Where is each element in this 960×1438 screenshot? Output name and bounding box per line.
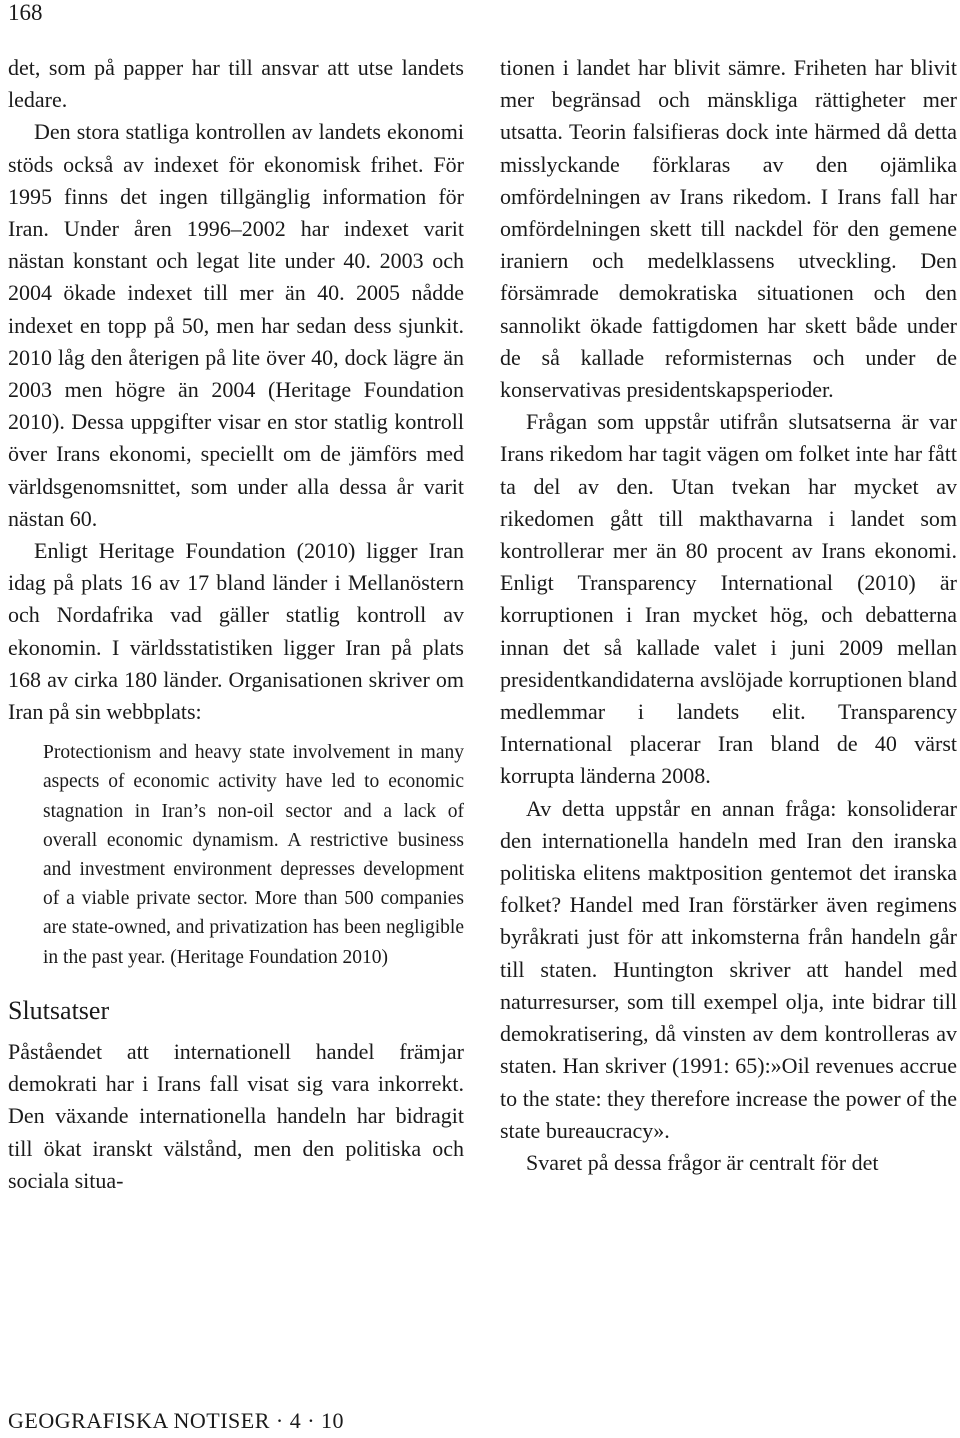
paragraph: Av detta uppstår en annan fråga: konsoliderar den internationella handeln med Iran den iranska politiska elitens maktposition gentemot det iranska folket? Handel med Iran förstärker även regimens byråkrati just för att inkomsterna från handeln går till staten. Huntington skriver att handel med naturresurser, som till exempel olja, inte bidrar till demokratisering, då vinsten av dem kontrolleras av staten. Han skriver (1991: 65):»Oil revenues accrue to the state: they therefore increase the power of the state bureaucracy». bbox=[500, 795, 957, 1143]
journal-footer: GEOGRAFISKA NOTISER · 4 · 10 bbox=[8, 1408, 345, 1433]
paragraph: Svaret på dessa frågor är centralt för det bbox=[526, 1149, 879, 1175]
right-column bbox=[500, 52, 957, 1179]
block-quote: Protectionism and heavy state involvement in many aspects of economic activity have led to economic stagnation in Iran’s non-oil sector and a lack of overall economic dynamism. A restrictive business and investment environment depresses development of a viable private sector. More than 500 companies are state-owned, and privatization has been negligible in the past year. (Heritage Foundation 2010) bbox=[43, 742, 464, 968]
left-column bbox=[8, 52, 464, 1197]
paragraph: Frågan som uppstår utifrån slutsatserna är var Irans rikedom har tagit vägen om folket inte har fått ta del av den. Utan tvekan har mycket av rikedomen gått till makthavarna i landet som kontrollerar mer än 80 procent av Irans ekonomi. Enligt Transparency International (2010) är korruptionen i Iran mycket hög, och debatterna innan det så kallade valet i juni 2009 mellan presidentkandidaterna avslöjade korruptionen bland medlemmar i landets elit. Transparency International placerar Iran bland de 40 värst korrupta länderna 2008. bbox=[500, 409, 957, 789]
paragraph: Påståendet att internationell handel främjar demokrati har i Irans fall visat sig vara inkorrekt. Den växande internationella handeln har bidragit till ökat iranskt välstånd, men den politiska och sociala situa- bbox=[8, 1038, 464, 1193]
paragraph: tionen i landet har blivit sämre. Friheten har blivit mer begränsad och mänskliga rättigheter mer utsatta. Teorin falsifieras dock inte härmed då detta misslyckande förklaras av den ojämlika omfördelningen av Irans rikedom. I Irans fall har omfördelningen skett till nackdel för den gemene iraniern och medelklassens utveckling. Den försämrade demokratiska situationen och den sannolikt ökade fattigdomen har skett både under de så kallade reformisternas och under de konservativas presidentskapsperioder. bbox=[500, 55, 957, 403]
page-number: 168 bbox=[8, 0, 43, 25]
paragraph: det, som på papper har till ansvar att utse landets ledare. bbox=[8, 55, 464, 113]
paragraph: Den stora statliga kontrollen av landets ekonomi stöds också av indexet för ekonomisk frihet. För 1995 finns det ingen tillgänglig information för Iran. Under åren 1996–2002 har indexet varit nästan konstant och legat lite under 40. 2003 och 2004 ökade indexet till mer än 40. 2005 nådde indexet en topp på 50, men har sedan dess sjunkit. 2010 låg den återigen på lite över 40, dock lägre än 2003 men högre än 2004 (Heritage Foundation 2010). Dessa uppgifter visar en stor statlig kontroll över Irans ekonomi, speciellt om de jämförs med världsgenomsnittet, som under alla dessa år varit nästan 60. bbox=[8, 119, 464, 531]
paragraph: Enligt Heritage Foundation (2010) ligger Iran idag på plats 16 av 17 bland länder i Mellanöstern och Nordafrika vad gäller statlig kontroll av ekonomin. I världsstatistiken ligger Iran på plats 168 av cirka 180 länder. Organisationen skriver om Iran på sin webbplats: bbox=[8, 538, 464, 725]
section-heading: Slutsatser bbox=[8, 995, 110, 1025]
